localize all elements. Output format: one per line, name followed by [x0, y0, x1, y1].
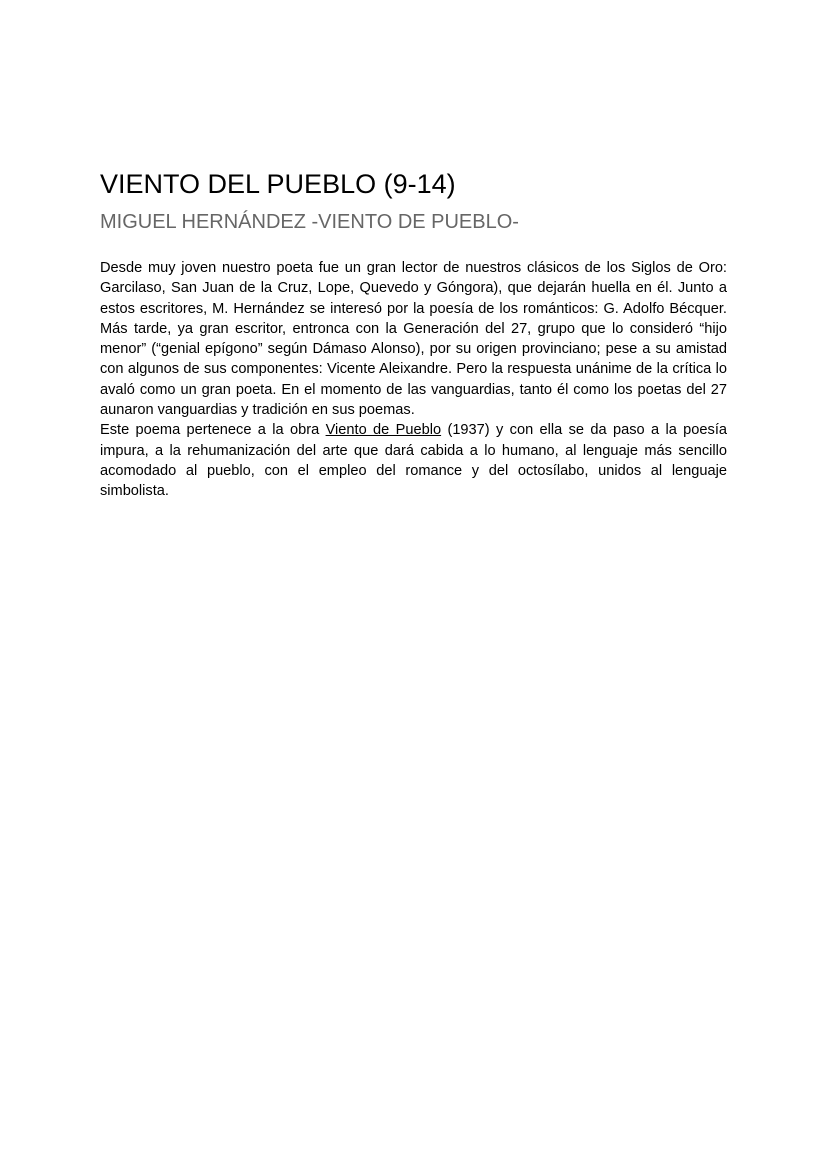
document-subtitle: MIGUEL HERNÁNDEZ -VIENTO DE PUEBLO-: [100, 211, 519, 233]
paragraph-work-lead: Este poema pertenece a la obra: [100, 422, 326, 439]
work-title-link: Viento de Pueblo: [325, 422, 442, 439]
document-page: [100, 165, 727, 502]
paragraph-work-rest: (1937) y con ella se da paso a la poesía impura, a la rehumanización del arte que dará cabida a lo humano, al lenguaje más sencillo acomodado al pueblo, con el empleo del romance y del octosílabo, unidos al lenguaje simbolista.: [100, 422, 727, 500]
document-title: VIENTO DEL PUEBLO (9-14): [100, 169, 456, 199]
paragraph-intro: Desde muy joven nuestro poeta fue un gran lector de nuestros clásicos de los Siglos de Oro: Garcilaso, San Juan de la Cruz, Lope, Quevedo y Góngora), que dejarán huella en él. Junto a estos escritores, M. Hernández se interesó por la poesía de los románticos: G. Adolfo Bécquer. Más tarde, ya gran escritor, entronca con la Generación del 27, grupo que lo consideró “hijo menor” (“genial epígono” según Dámaso Alonso), por su origen provinciano; pese a su amistad con algunos de sus componentes: Vicente Aleixandre. Pero la respuesta unánime de la crítica lo avaló como un gran poeta. En el momento de las vanguardias, tanto él como los poetas del 27 aunaron vanguardias y tradición en sus poemas.: [100, 260, 727, 419]
paragraph-work: [100, 420, 727, 501]
document-body: [100, 258, 727, 502]
